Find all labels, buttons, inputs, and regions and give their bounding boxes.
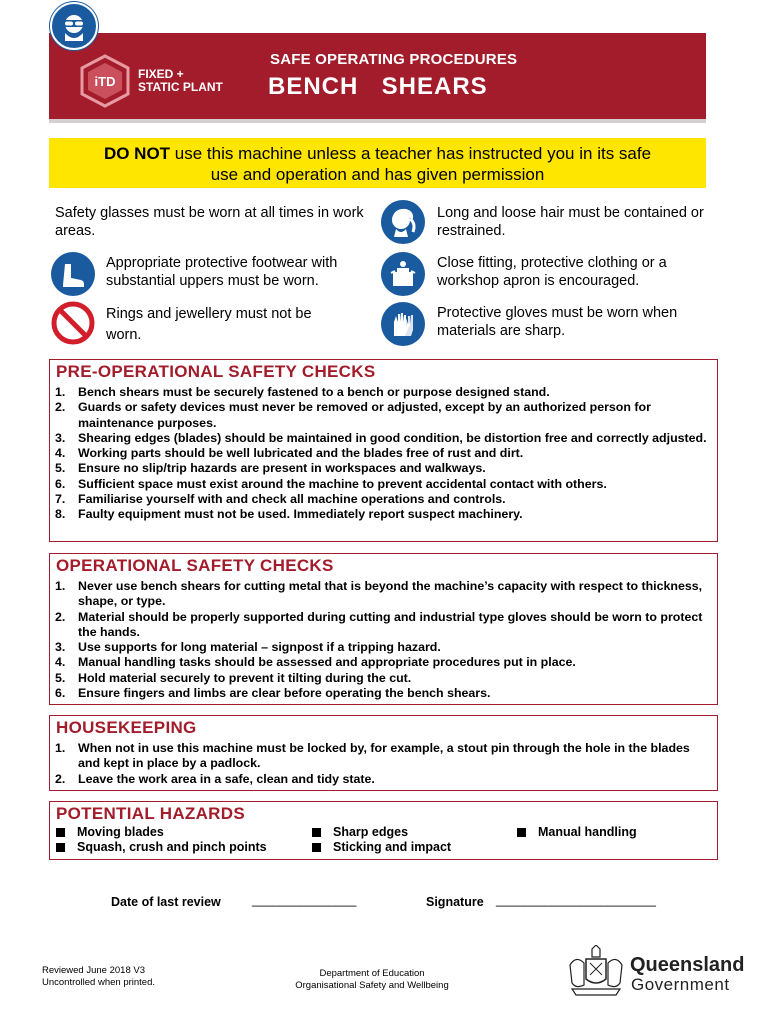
list-item: 4. Manual handling tasks should be assessed and appropriate procedures put in place. [55, 655, 576, 670]
ppe-text-hair: Long and loose hair must be contained or restrained. [437, 205, 704, 239]
ppe-text-footwear: Appropriate protective footwear with substantial uppers must be worn. [106, 255, 338, 289]
itd-logo [78, 54, 132, 108]
government-wordmark: Government [631, 975, 730, 994]
hazard-item: Squash, crush and pinch points [56, 840, 267, 854]
no-jewellery-icon [50, 300, 96, 346]
uncontrolled-text: Uncontrolled when printed. [42, 976, 156, 988]
signature-field[interactable]: _______________________ [496, 893, 656, 907]
warning-line1: use this machine unless a teacher has instructed you in its safe [170, 144, 652, 163]
pre-operational-list [55, 385, 710, 523]
hazard-item: Manual handling [517, 825, 637, 839]
ppe-text-jewellery: Rings and jewellery must not be worn. [106, 306, 312, 343]
hair-restraint-icon [381, 200, 425, 244]
hazard-item: Sharp edges [312, 825, 408, 839]
list-item: 2. Guards or safety devices must never be removed or adjusted, except by an authorized person for maintenance purposes. [55, 400, 651, 430]
hazard-item: Moving blades [56, 825, 164, 839]
warning-line2: use and operation and has given permission [210, 165, 545, 184]
pre-operational-section [49, 359, 718, 542]
operational-list [55, 579, 710, 701]
list-item: 4. Working parts should be well lubricated and the blades free of rust and dirt. [55, 446, 524, 461]
operational-section [49, 553, 718, 705]
logo-text [138, 68, 223, 94]
queensland-wordmark: Queensland [630, 954, 745, 976]
logo-badge-text: iTD [94, 74, 116, 89]
hazards-section [49, 801, 718, 860]
department-info [262, 968, 482, 991]
apron-icon [381, 252, 425, 296]
warning-box [49, 138, 706, 188]
gloves-icon [381, 302, 425, 346]
machine-title: BENCH SHEARS [268, 73, 488, 100]
list-item: 1. Bench shears must be securely fastened to a bench or purpose designed stand. [55, 385, 550, 399]
list-item: 3. Use supports for long material – signpost if a tripping hazard. [55, 640, 441, 655]
ppe-text-gloves: Protective gloves must be worn when materials are sharp. [437, 305, 678, 339]
list-item: 1. Never use bench shears for cutting metal that is beyond the machine’s capacity with respect to thickness, shape, or type. [55, 579, 703, 609]
list-item: 6. Sufficient space must exist around the machine to prevent accidental contact with others. [55, 476, 607, 491]
list-item: 1. When not in use this machine must be locked by, for example, a stout pin through the hole in the blades and kept in place by a padlock. [55, 741, 690, 771]
section-title: HOUSEKEEPING [56, 718, 197, 737]
doc-type-title: SAFE OPERATING PROCEDURES [270, 51, 518, 68]
list-item: 7. Familiarise yourself with and check all machine operations and controls. [55, 492, 506, 507]
logo-text-line1: FIXED + [138, 67, 184, 81]
section-title: POTENTIAL HAZARDS [56, 804, 245, 823]
review-info [42, 965, 155, 988]
list-item: 6. Ensure fingers and limbs are clear before operating the bench shears. [55, 686, 491, 701]
section-title: OPERATIONAL SAFETY CHECKS [56, 556, 334, 575]
safety-boots-icon [51, 252, 95, 296]
hazard-item: Sticking and impact [312, 840, 451, 854]
ppe-text-clothing: Close fitting, protective clothing or a workshop apron is encouraged. [437, 255, 667, 289]
reviewed-text: Reviewed June 2018 V3 [42, 965, 145, 976]
department-text: Department of Education [319, 968, 425, 979]
list-item: 8. Faulty equipment must not be used. Immediately report suspect machinery. [55, 507, 523, 522]
date-of-review-label: Date of last review [111, 895, 221, 909]
ppe-text-glasses: Safety glasses must be worn at all times in work areas. [55, 205, 364, 239]
list-item: 3. Shearing edges (blades) should be maintained in good condition, be distortion free and correctly adjusted. [55, 430, 707, 445]
housekeeping-section [49, 715, 718, 791]
list-item: 5. Ensure no slip/trip hazards are present in workspaces and walkways. [55, 461, 486, 476]
signature-label: Signature [426, 895, 484, 909]
section-title: PRE-OPERATIONAL SAFETY CHECKS [56, 362, 376, 381]
queensland-crest-icon [566, 945, 626, 1001]
warning-bold: DO NOT [103, 144, 171, 163]
date-of-review-field[interactable]: _______________ [252, 893, 357, 907]
logo-text-line2: STATIC PLANT [138, 80, 223, 94]
safety-glasses-icon [50, 2, 98, 50]
unit-text: Organisational Safety and Wellbeing [295, 979, 449, 991]
list-item: 2. Material should be properly supported during cutting and industrial type gloves should be worn to protect the hands. [55, 609, 703, 639]
housekeeping-list [55, 741, 710, 787]
list-item: 2. Leave the work area in a safe, clean and tidy state. [55, 771, 375, 786]
list-item: 5. Hold material securely to prevent it tilting during the cut. [55, 670, 412, 685]
